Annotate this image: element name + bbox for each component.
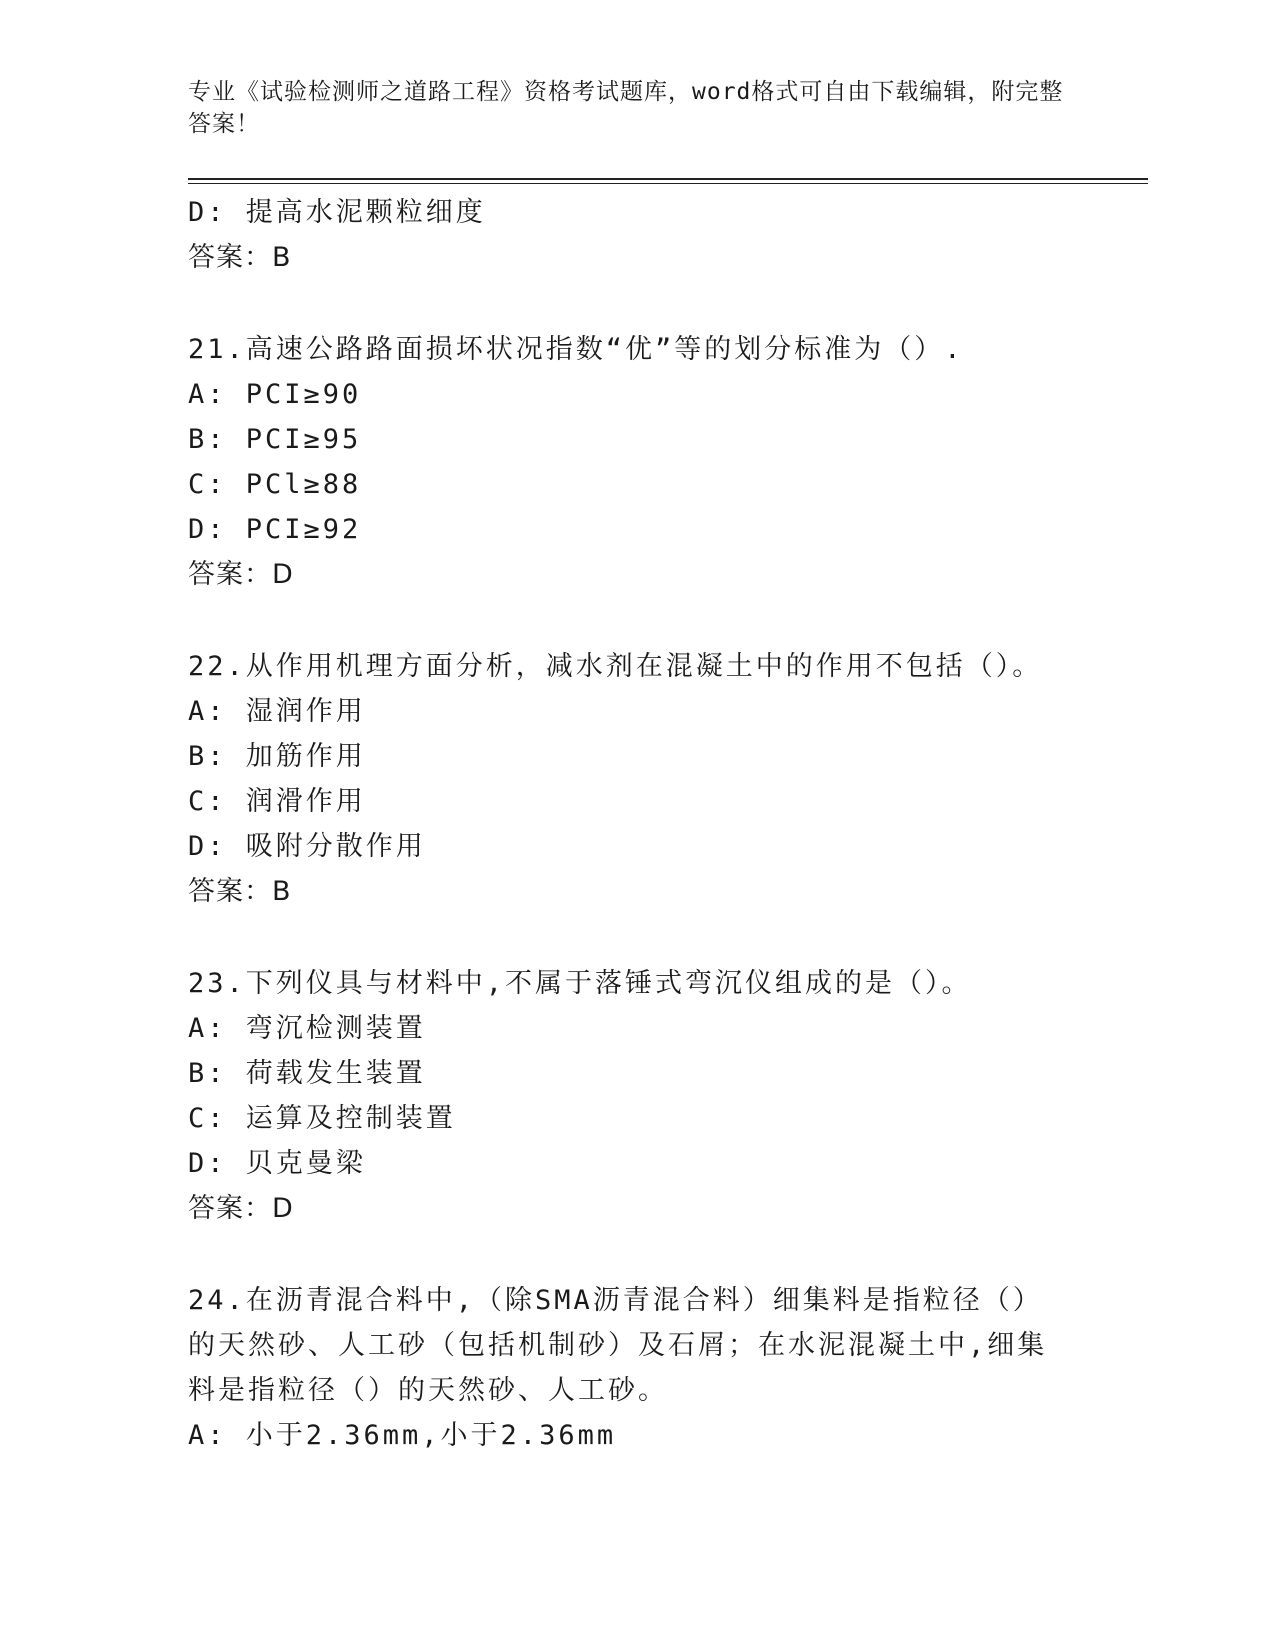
- option-d: D: 贝克曼梁: [188, 1148, 366, 1179]
- spacer: [188, 914, 1088, 961]
- question-21: [188, 327, 1088, 597]
- document-content: [188, 190, 1088, 1458]
- option-c: C: 运算及控制装置: [188, 1103, 456, 1134]
- question-22: [188, 644, 1088, 914]
- header-rule-thin: [188, 183, 1148, 184]
- question-23: [188, 961, 1088, 1231]
- document-header: 专业《试验检测师之道路工程》资格考试题库，word格式可自由下载编辑，附完整答案！: [188, 79, 1064, 137]
- option-d: D: PCI≥92: [188, 514, 362, 545]
- option-a: A: 湿润作用: [188, 696, 366, 727]
- option-a: A: 小于2.36mm,小于2.36mm: [188, 1420, 617, 1451]
- option-a: A: 弯沉检测装置: [188, 1013, 426, 1044]
- option-b: B: 加筋作用: [188, 741, 366, 772]
- option-c: C: PCl≥88: [188, 469, 362, 500]
- answer: 答案：D: [188, 559, 294, 590]
- option-d: D: 提高水泥颗粒细度: [188, 197, 486, 228]
- answer: 答案：B: [188, 242, 292, 273]
- question-24: [188, 1278, 1088, 1458]
- answer: 答案：B: [188, 876, 292, 907]
- option-b: B: PCI≥95: [188, 424, 362, 455]
- option-a: A: PCI≥90: [188, 379, 362, 410]
- option-b: B: 荷载发生装置: [188, 1058, 426, 1089]
- question-stem: 22.从作用机理方面分析，减水剂在混凝土中的作用不包括（）。: [188, 651, 1043, 682]
- spacer: [188, 280, 1088, 327]
- question-stem: 23.下列仪具与材料中,不属于落锤式弯沉仪组成的是（）。: [188, 968, 972, 999]
- spacer: [188, 597, 1088, 644]
- option-d: D: 吸附分散作用: [188, 831, 426, 862]
- spacer: [188, 1231, 1088, 1278]
- answer: 答案：D: [188, 1193, 294, 1224]
- option-c: C: 润滑作用: [188, 786, 366, 817]
- header-rule-thick: [188, 178, 1148, 180]
- question-stem: 21.高速公路路面损坏状况指数“优”等的划分标准为（）.: [188, 334, 964, 365]
- question-stem: 24.在沥青混合料中,（除SMA沥青混合料）细集料是指粒径（）的天然砂、人工砂（包括机制砂）及石屑；在水泥混凝土中,细集料是指粒径（）的天然砂、人工砂。: [188, 1285, 1048, 1406]
